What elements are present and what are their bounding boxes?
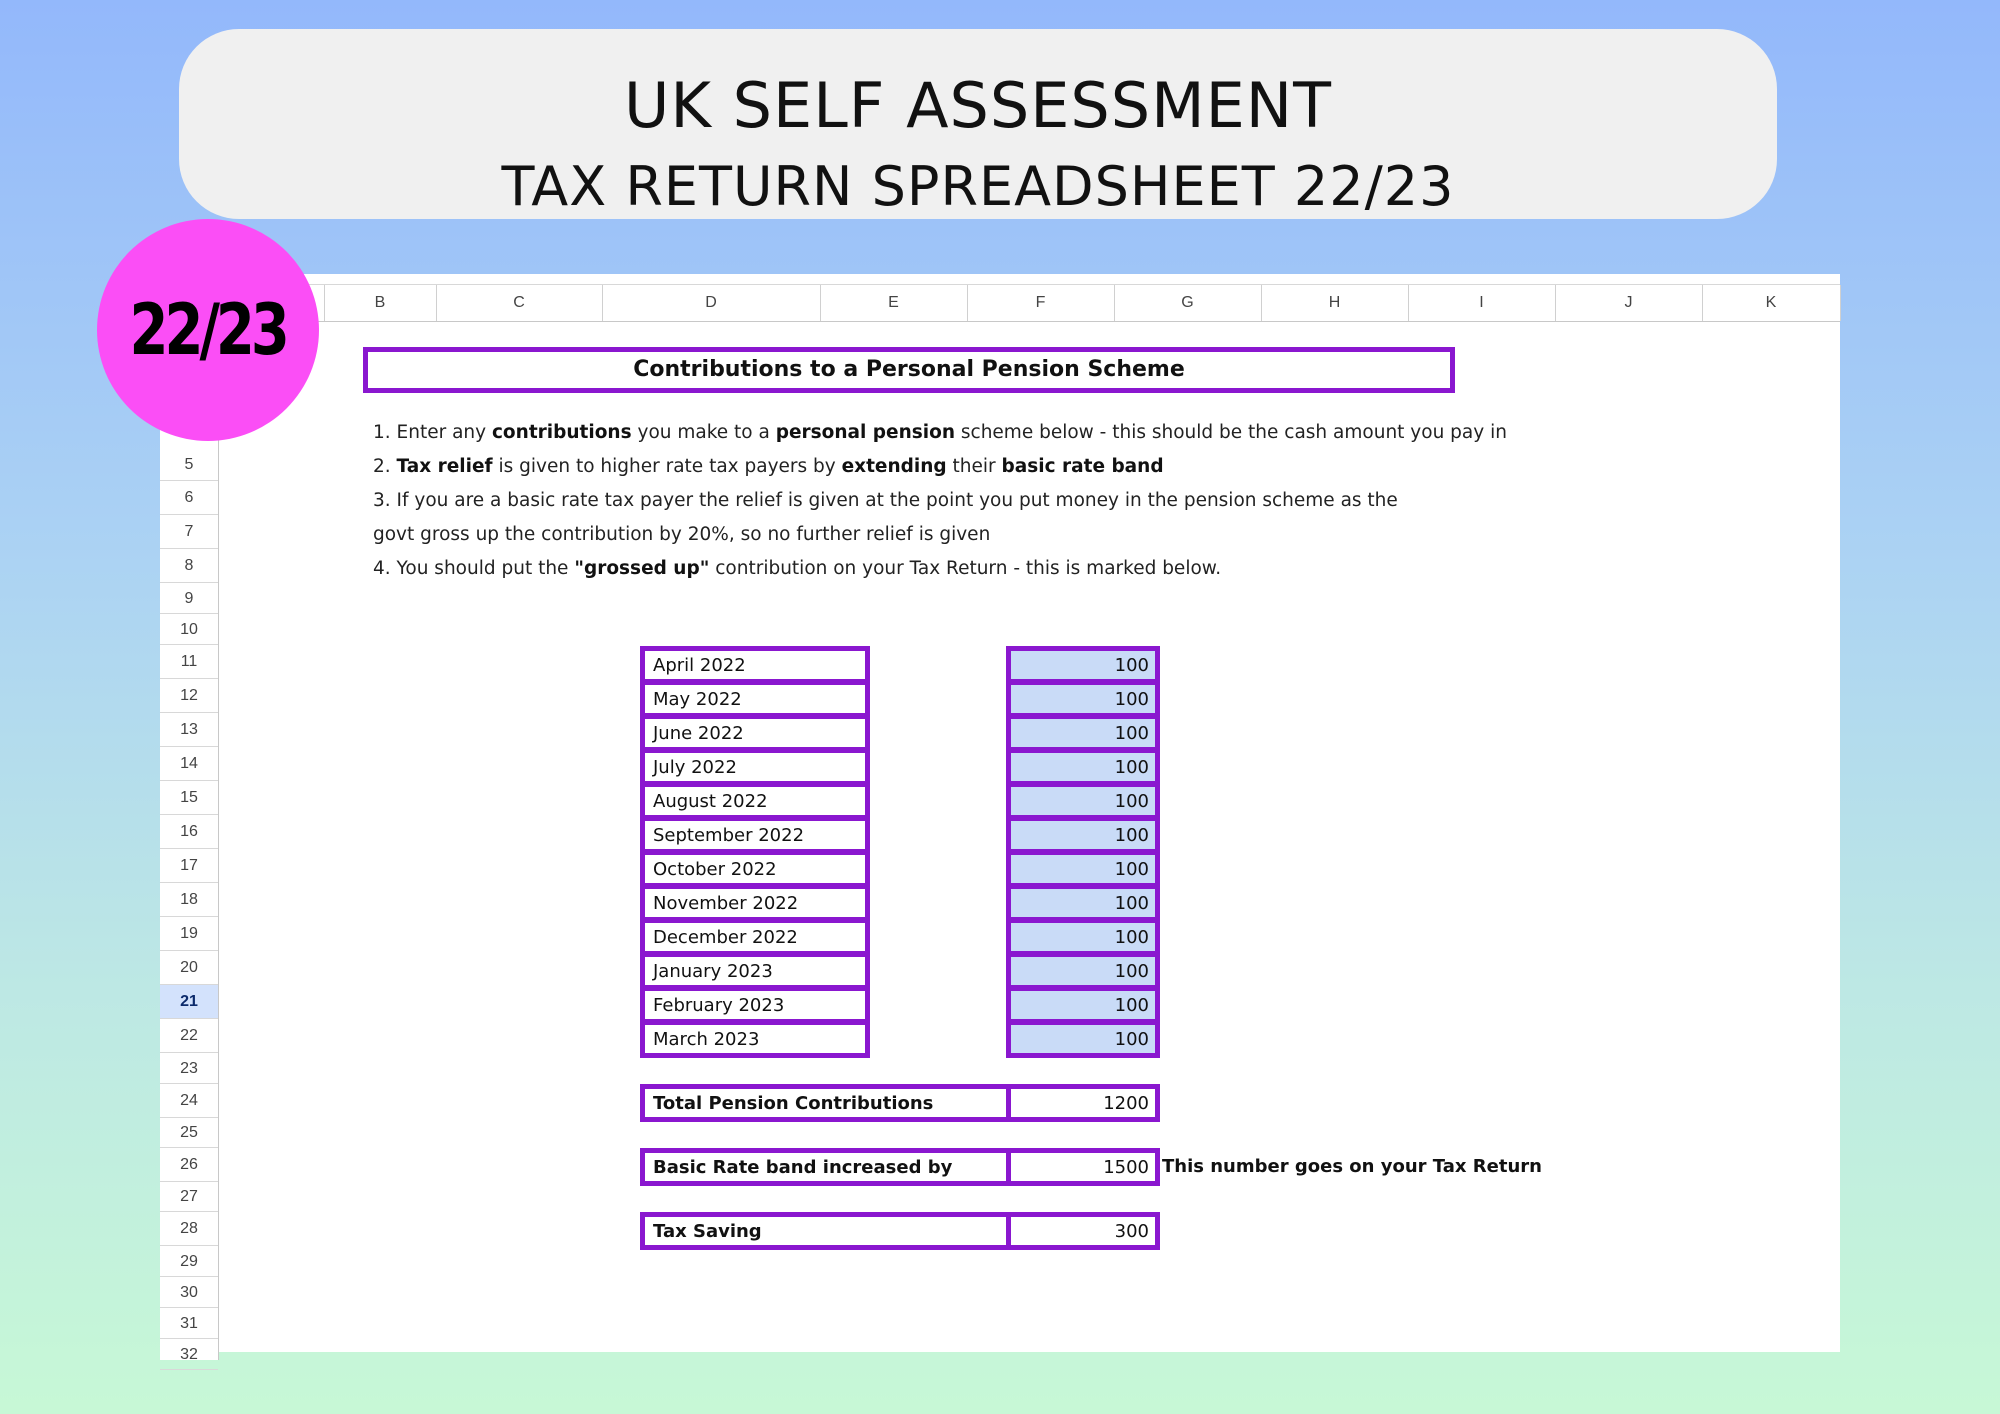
month-label[interactable]: October 2022 (640, 850, 870, 888)
contribution-input[interactable]: 100 (1006, 714, 1160, 752)
instruction-line-3[interactable]: 3. If you are a basic rate tax payer the relief is given at the point you put money in the pension scheme as the (373, 490, 1398, 511)
contribution-input[interactable]: 100 (1006, 986, 1160, 1024)
column-header[interactable]: J (1555, 285, 1703, 321)
row-header[interactable]: 19 (160, 917, 218, 951)
row-header[interactable]: 22 (160, 1019, 218, 1053)
column-header[interactable]: D (602, 285, 821, 321)
contribution-input[interactable]: 100 (1006, 1020, 1160, 1058)
month-label[interactable]: April 2022 (640, 646, 870, 684)
column-header[interactable]: H (1261, 285, 1409, 321)
banner-title: UK SELF ASSESSMENT (623, 69, 1333, 142)
contribution-input[interactable]: 100 (1006, 782, 1160, 820)
instruction-line-4[interactable]: govt gross up the contribution by 20%, so no further relief is given (373, 524, 991, 545)
row-header[interactable]: 26 (160, 1148, 218, 1182)
row-header[interactable]: 13 (160, 713, 218, 747)
month-label[interactable]: June 2022 (640, 714, 870, 752)
title-banner (179, 29, 1777, 219)
year-badge-text: 22/23 (129, 289, 287, 371)
year-badge (97, 219, 319, 441)
column-header[interactable]: C (436, 285, 603, 321)
basic-rate-band-value[interactable]: 1500 (1006, 1148, 1160, 1186)
row-header[interactable]: 11 (160, 645, 218, 679)
row-header[interactable]: 31 (160, 1308, 218, 1339)
row-header[interactable]: 15 (160, 781, 218, 815)
tax-return-note[interactable]: This number goes on your Tax Return (1162, 1156, 1542, 1177)
contribution-input[interactable]: 100 (1006, 918, 1160, 956)
month-label[interactable]: February 2023 (640, 986, 870, 1024)
contribution-input[interactable]: 100 (1006, 884, 1160, 922)
instruction-line-5[interactable]: 4. You should put the "grossed up" contribution on your Tax Return - this is marked below. (373, 558, 1222, 579)
column-header[interactable]: F (967, 285, 1115, 321)
row-header[interactable]: 10 (160, 614, 218, 645)
row-header[interactable]: 17 (160, 849, 218, 883)
contribution-input[interactable]: 100 (1006, 646, 1160, 684)
contribution-input[interactable]: 100 (1006, 748, 1160, 786)
row-header[interactable]: 5 (160, 448, 218, 481)
column-header[interactable]: G (1114, 285, 1262, 321)
row-header[interactable]: 28 (160, 1212, 218, 1246)
row-header[interactable]: 9 (160, 583, 218, 614)
month-label[interactable]: July 2022 (640, 748, 870, 786)
contribution-input[interactable]: 100 (1006, 680, 1160, 718)
month-label[interactable]: May 2022 (640, 680, 870, 718)
row-header-bar (160, 320, 219, 1363)
row-header[interactable]: 14 (160, 747, 218, 781)
row-header[interactable]: 27 (160, 1182, 218, 1212)
banner-subtitle: TAX RETURN SPREADSHEET 22/23 (501, 155, 1455, 218)
column-header[interactable]: K (1702, 285, 1841, 321)
row-header[interactable]: 16 (160, 815, 218, 849)
basic-rate-band-label[interactable]: Basic Rate band increased by (640, 1148, 1014, 1186)
row-header[interactable]: 29 (160, 1246, 218, 1277)
contribution-input[interactable]: 100 (1006, 816, 1160, 854)
row-header[interactable]: 25 (160, 1118, 218, 1148)
row-header[interactable]: 32 (160, 1339, 218, 1370)
spreadsheet (160, 274, 1840, 1363)
column-header[interactable]: E (820, 285, 968, 321)
contribution-input[interactable]: 100 (1006, 952, 1160, 990)
instruction-line-1[interactable]: 1. Enter any contributions you make to a personal pension scheme below - this should be the cash amount you pay in (373, 422, 1507, 443)
column-header-bar (160, 284, 1840, 322)
row-header[interactable]: 6 (160, 481, 218, 515)
row-header-selected[interactable]: 21 (160, 985, 218, 1019)
month-label[interactable]: January 2023 (640, 952, 870, 990)
row-header[interactable]: 20 (160, 951, 218, 985)
total-contributions-value[interactable]: 1200 (1006, 1084, 1160, 1122)
contribution-input[interactable]: 100 (1006, 850, 1160, 888)
row-header[interactable]: 12 (160, 679, 218, 713)
column-header[interactable]: B (324, 285, 437, 321)
row-header[interactable]: 18 (160, 883, 218, 917)
month-label[interactable]: August 2022 (640, 782, 870, 820)
month-label[interactable]: September 2022 (640, 816, 870, 854)
row-header[interactable]: 23 (160, 1053, 218, 1084)
row-header[interactable]: 30 (160, 1277, 218, 1308)
sheet-title[interactable]: Contributions to a Personal Pension Scheme (363, 347, 1455, 393)
month-label[interactable]: December 2022 (640, 918, 870, 956)
tax-saving-label[interactable]: Tax Saving (640, 1212, 1014, 1250)
month-label[interactable]: March 2023 (640, 1020, 870, 1058)
row-header[interactable]: 24 (160, 1084, 218, 1118)
column-header[interactable]: I (1408, 285, 1556, 321)
row-header[interactable]: 8 (160, 549, 218, 583)
tax-saving-value[interactable]: 300 (1006, 1212, 1160, 1250)
row-header[interactable]: 7 (160, 515, 218, 549)
instruction-line-2[interactable]: 2. Tax relief is given to higher rate tax payers by extending their basic rate band (373, 456, 1164, 477)
month-label[interactable]: November 2022 (640, 884, 870, 922)
total-contributions-label[interactable]: Total Pension Contributions (640, 1084, 1014, 1122)
